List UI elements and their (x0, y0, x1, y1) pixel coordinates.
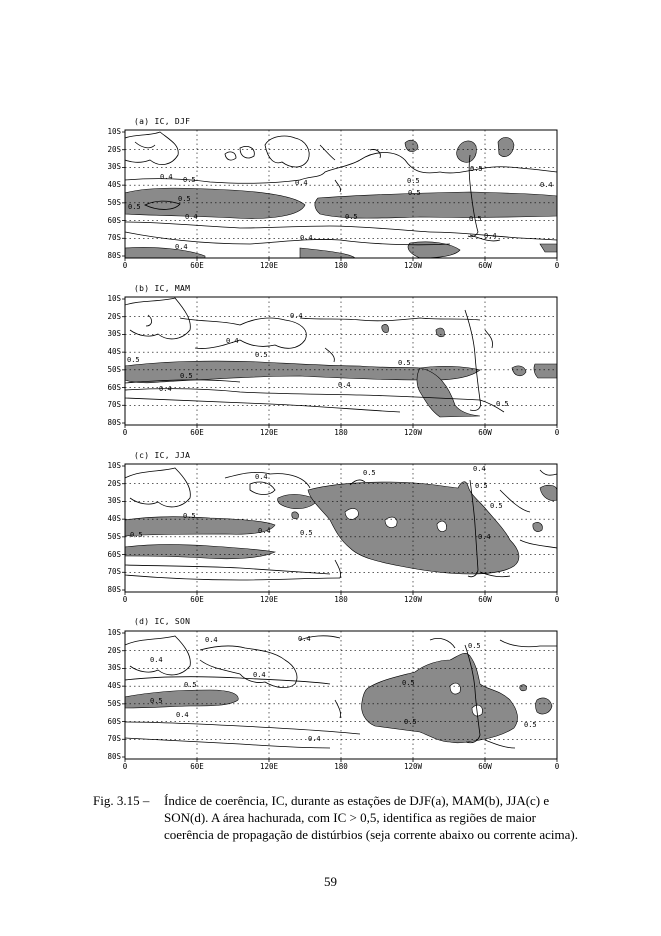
lat-tick-label: 30S (107, 663, 121, 673)
lon-tick-label: 120E (259, 428, 279, 437)
lat-tick-label: 60S (107, 549, 121, 559)
lat-tick-label: 40S (107, 681, 121, 691)
lat-tick-label: 50S (107, 197, 121, 207)
lat-tick-label: 10S (107, 294, 121, 303)
lat-tick-label: 50S (107, 698, 121, 708)
lon-tick-label: 120W (403, 595, 423, 604)
panel-a-title: (a) IC, DJF (134, 117, 191, 126)
contour-value-label: 0.4 (150, 656, 163, 664)
lon-tick-label: 120W (403, 428, 423, 437)
lon-tick-label: 180 (334, 762, 348, 771)
lat-tick-label: 20S (107, 311, 121, 321)
contour-value-label: 0.5 (524, 721, 537, 729)
lat-tick-label: 80S (107, 251, 121, 260)
lat-tick-label: 80S (107, 418, 121, 427)
contour-value-label: 0.5 (255, 351, 268, 359)
contour-value-label: 0.5 (183, 512, 196, 520)
contour-value-label: 0.5 (128, 203, 141, 211)
contour-value-label: 0.5 (470, 165, 483, 173)
contour-value-label: 0.4 (540, 181, 553, 189)
contour-value-label: 0.4 (255, 473, 268, 481)
lon-tick-label: 0 (554, 762, 560, 771)
contour-value-label: 0.5 (469, 215, 482, 223)
lat-tick-label: 20S (107, 645, 121, 655)
caption-label: Fig. 3.15 – (93, 793, 150, 808)
contour-value-label: 0.4 (484, 232, 497, 240)
lat-tick-label: 40S (107, 514, 121, 524)
contour-value-label: 0.4 (308, 735, 321, 743)
contour-value-label: 0.5 (402, 679, 415, 687)
contour-value-label: 0.4 (473, 465, 486, 473)
lon-tick-label: 60E (190, 762, 204, 771)
lat-tick-label: 40S (107, 180, 121, 190)
lat-tick-label: 10S (107, 461, 121, 470)
contour-value-label: 0.4 (290, 312, 303, 320)
contour-value-label: 0.5 (496, 400, 509, 408)
lon-tick-label: 0 (122, 428, 128, 437)
lat-tick-label: 70S (107, 400, 121, 410)
contour-value-label: 0.5 (180, 372, 193, 380)
lon-tick-label: 60E (190, 595, 204, 604)
contour-value-label: 0.5 (183, 176, 196, 184)
lon-tick-label: 120E (259, 762, 279, 771)
contour-value-label: 0.4 (478, 533, 491, 541)
lon-tick-label: 60W (478, 595, 492, 604)
contour-value-label: 0.5 (130, 531, 143, 539)
lon-tick-label: 120E (259, 595, 279, 604)
lat-tick-label: 20S (107, 478, 121, 488)
contour-value-label: 0.5 (184, 681, 197, 689)
contour-value-label: 0.5 (300, 529, 313, 537)
lat-tick-label: 30S (107, 496, 121, 506)
panel-b-title: (b) IC, MAM (134, 284, 191, 293)
lon-tick-label: 180 (334, 595, 348, 604)
contour-value-label: 0.4 (205, 636, 218, 644)
contour-value-label: 0.4 (159, 385, 172, 393)
contour-value-label: 0.4 (176, 711, 189, 719)
lon-tick-label: 180 (334, 428, 348, 437)
contour-value-label: 0.4 (298, 635, 311, 643)
contour-value-label: 0.5 (398, 359, 411, 367)
panel-c-title: (c) IC, JJA (134, 451, 191, 460)
contour-value-label: 0.4 (253, 671, 266, 679)
lat-tick-label: 10S (107, 628, 121, 637)
contour-value-label: 0.5 (363, 469, 376, 477)
lon-tick-label: 120W (403, 762, 423, 771)
contour-value-label: 0.4 (175, 243, 188, 251)
lon-tick-label: 60W (478, 261, 492, 270)
lat-tick-label: 30S (107, 329, 121, 339)
contour-value-label: 0.4 (185, 213, 198, 221)
lat-tick-label: 70S (107, 567, 121, 577)
contour-value-label: 0.4 (300, 234, 313, 242)
lat-tick-label: 80S (107, 585, 121, 594)
lat-tick-label: 20S (107, 144, 121, 154)
contour-value-label: 0.5 (404, 718, 417, 726)
contour-value-label: 0.4 (160, 173, 173, 181)
lon-tick-label: 0 (122, 595, 128, 604)
lat-tick-label: 70S (107, 233, 121, 243)
lat-tick-label: 60S (107, 215, 121, 225)
contour-value-label: 0.5 (150, 697, 163, 705)
contour-value-label: 0.5 (490, 502, 503, 510)
lon-tick-label: 120W (403, 261, 423, 270)
contour-value-label: 0.4 (258, 527, 271, 535)
lon-tick-label: 0 (554, 261, 560, 270)
lon-tick-label: 0 (554, 428, 560, 437)
contour-value-label: 0.5 (178, 195, 191, 203)
contour-value-label: 0.5 (475, 482, 488, 490)
lat-tick-label: 60S (107, 716, 121, 726)
page-number: 59 (324, 874, 337, 889)
contour-value-label: 0.5 (468, 642, 481, 650)
contour-value-label: 0.4 (226, 337, 239, 345)
panel-d-title: (d) IC, SON (134, 617, 191, 626)
lat-tick-label: 40S (107, 347, 121, 357)
lat-tick-label: 80S (107, 752, 121, 761)
lon-tick-label: 0 (554, 595, 560, 604)
lon-tick-label: 60E (190, 428, 204, 437)
lon-tick-label: 120E (259, 261, 279, 270)
lat-tick-label: 50S (107, 364, 121, 374)
lon-tick-label: 0 (122, 261, 128, 270)
lat-tick-label: 70S (107, 734, 121, 744)
lon-tick-label: 180 (334, 261, 348, 270)
contour-value-label: 0.5 (345, 213, 358, 221)
lat-tick-label: 10S (107, 127, 121, 136)
lat-tick-label: 60S (107, 382, 121, 392)
lon-tick-label: 0 (122, 762, 128, 771)
caption-text: Índice de coerência, IC, durante as estações de DJF(a), MAM(b), JJA(c) e SON(d). A área hachurada, com IC > 0,5, identifica as regiões de maior coerência de propagação de distúrbios (seja corrente abaixo ou corrente acima). (164, 793, 578, 842)
contour-value-label: 0.4 (295, 179, 308, 187)
lat-tick-label: 50S (107, 531, 121, 541)
lon-tick-label: 60W (478, 762, 492, 771)
lon-tick-label: 60W (478, 428, 492, 437)
lat-tick-label: 30S (107, 162, 121, 172)
contour-value-label: 0.5 (408, 189, 421, 197)
lon-tick-label: 60E (190, 261, 204, 270)
contour-value-label: 0.5 (127, 356, 140, 364)
contour-value-label: 0.5 (407, 177, 420, 185)
contour-value-label: 0.4 (338, 381, 351, 389)
